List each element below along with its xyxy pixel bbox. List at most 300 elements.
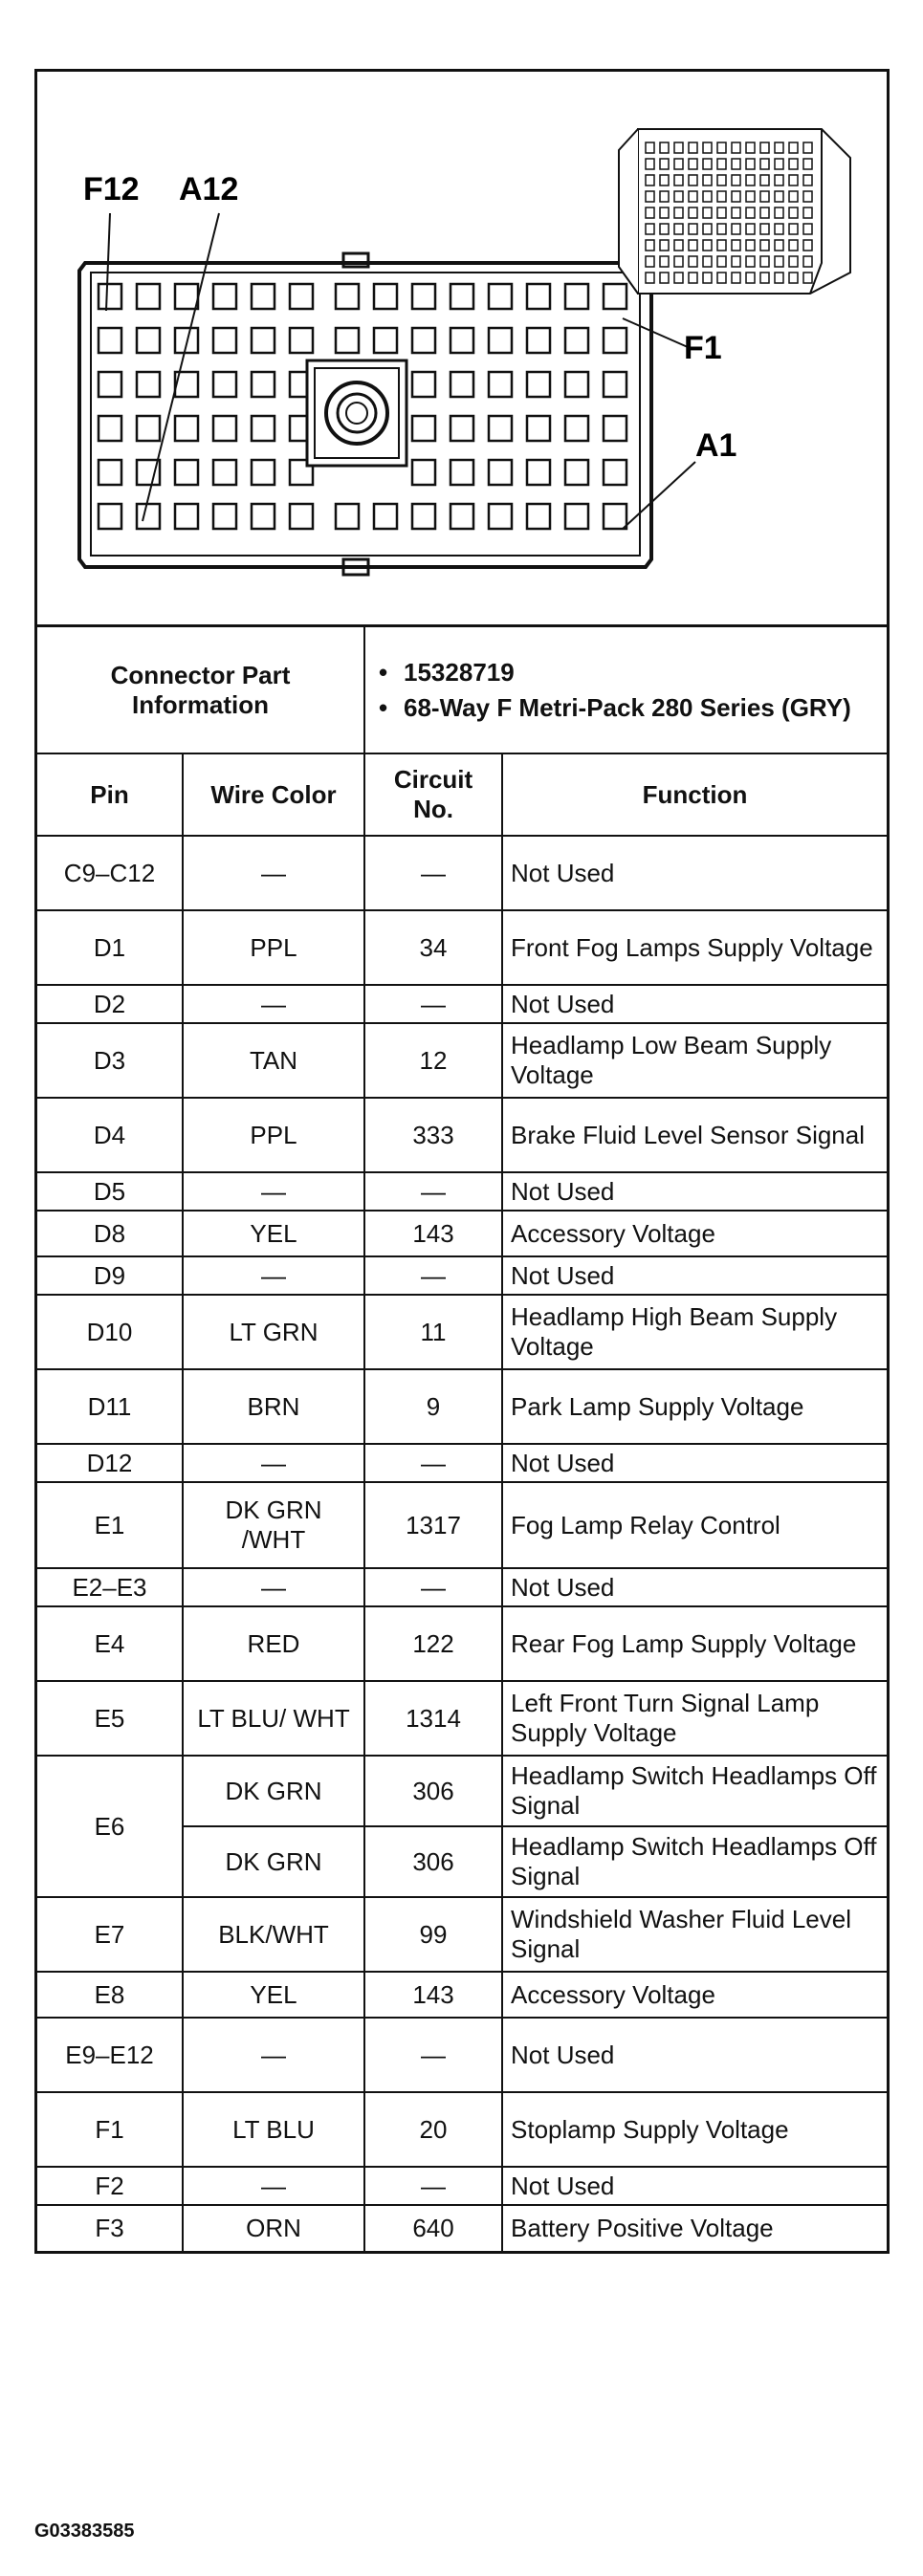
pin-cavity [565, 504, 588, 529]
function-cell: Rear Fog Lamp Supply Voltage [502, 1606, 887, 1681]
pin-cavity [412, 416, 435, 441]
pin-cavity-3d [789, 142, 798, 153]
pin-rows [37, 836, 887, 2251]
pin-cavity [412, 504, 435, 529]
table-row [37, 1023, 887, 1098]
pin-cell: E2–E3 [37, 1568, 183, 1606]
pin-cavity-3d [703, 273, 712, 283]
pin-cell: D1 [37, 910, 183, 985]
pin-cavity-3d [660, 191, 669, 202]
pin-cavity-3d [775, 159, 783, 169]
function-cell: Front Fog Lamps Supply Voltage [502, 910, 887, 985]
pin-cavity [175, 504, 198, 529]
circuit-cell: 143 [364, 1972, 502, 2018]
pin-cavity [336, 328, 359, 353]
pin-cavity [99, 416, 121, 441]
function-cell: Not Used [502, 1256, 887, 1295]
pin-cavity-3d [775, 207, 783, 218]
circuit-cell: 306 [364, 1826, 502, 1897]
pin-cavity [604, 328, 626, 353]
circuit-cell: — [364, 2018, 502, 2092]
circuit-cell: — [364, 1444, 502, 1482]
pin-cavity [137, 416, 160, 441]
circuit-cell: 34 [364, 910, 502, 985]
pin-cavity-3d [717, 273, 726, 283]
pin-cavity-3d [732, 159, 740, 169]
pin-cavity [336, 284, 359, 309]
table-row [37, 1256, 887, 1295]
pin-cavity-3d [775, 273, 783, 283]
pin-cavity-3d [660, 159, 669, 169]
wire-color-cell: — [183, 1568, 364, 1606]
function-cell: Windshield Washer Fluid Level Signal [502, 1897, 887, 1972]
function-cell: Headlamp Switch Headlamps Off Signal [502, 1756, 887, 1826]
pin-cavity [99, 372, 121, 397]
pin-cavity-3d [689, 175, 697, 186]
pin-cavity [565, 372, 588, 397]
table-row [37, 2205, 887, 2251]
pin-cavity [527, 284, 550, 309]
pin-cavity-3d [660, 224, 669, 234]
circuit-cell: — [364, 2167, 502, 2205]
pin-cavity-3d [789, 256, 798, 267]
function-cell: Not Used [502, 2018, 887, 2092]
circuit-cell: 20 [364, 2092, 502, 2167]
pin-cavity [137, 504, 160, 529]
pin-cavity [99, 328, 121, 353]
pin-cavity-3d [775, 175, 783, 186]
wire-color-cell: — [183, 1256, 364, 1295]
pin-cavity [565, 416, 588, 441]
wire-color-cell: YEL [183, 1211, 364, 1256]
function-cell: Accessory Voltage [502, 1211, 887, 1256]
wire-color-cell: TAN [183, 1023, 364, 1098]
pin-cell: E6 [37, 1756, 183, 1897]
pin-cavity-3d [746, 207, 755, 218]
pin-cavity-3d [660, 175, 669, 186]
function-cell: Not Used [502, 2167, 887, 2205]
function-cell: Not Used [502, 985, 887, 1023]
pin-cavity-3d [674, 224, 683, 234]
circuit-cell: — [364, 1568, 502, 1606]
pin-cell: D5 [37, 1172, 183, 1211]
pin-cavity-3d [689, 207, 697, 218]
pin-cavity [290, 284, 313, 309]
pin-cavity-3d [646, 207, 654, 218]
pin-cavity-3d [717, 159, 726, 169]
table-header-row [37, 753, 887, 836]
pin-cavity [451, 504, 473, 529]
pin-cavity-3d [732, 224, 740, 234]
pin-cavity-3d [760, 159, 769, 169]
pin-cavity [412, 372, 435, 397]
pin-cavity-3d [703, 159, 712, 169]
pin-cavity [565, 328, 588, 353]
label-a1: A1 [695, 427, 737, 464]
pin-cavity-3d [646, 142, 654, 153]
pin-cavity-3d [703, 175, 712, 186]
pin-cavity-3d [646, 159, 654, 169]
pin-cavity-3d [760, 191, 769, 202]
pin-cavity-3d [746, 191, 755, 202]
pin-cavity-3d [717, 191, 726, 202]
pin-cavity-3d [674, 256, 683, 267]
pin-cavity [252, 460, 275, 485]
pin-cavity-3d [674, 207, 683, 218]
table-row [37, 985, 887, 1023]
pin-cavity [527, 460, 550, 485]
connector-info-row [37, 627, 887, 753]
pin-cavity-3d [674, 273, 683, 283]
pin-cavity [412, 284, 435, 309]
table-row [37, 1972, 887, 2018]
pin-cavity [527, 504, 550, 529]
function-cell: Left Front Turn Signal Lamp Supply Voltage [502, 1681, 887, 1756]
wire-color-cell: — [183, 836, 364, 910]
connector-3d-icon [619, 129, 850, 294]
header-circuit: Circuit No. [364, 753, 502, 836]
pin-cavity-3d [703, 207, 712, 218]
wire-color-cell: BLK/WHT [183, 1897, 364, 1972]
circuit-cell: 333 [364, 1098, 502, 1172]
pin-cavity [489, 460, 512, 485]
pin-cell: D11 [37, 1369, 183, 1444]
pin-cavity-3d [803, 240, 812, 251]
table-row [37, 2167, 887, 2205]
pin-cavity [604, 460, 626, 485]
circuit-cell: 640 [364, 2205, 502, 2251]
pin-cell: D8 [37, 1211, 183, 1256]
table-row [37, 1482, 887, 1568]
pin-cavity [137, 284, 160, 309]
pin-cavity-3d [717, 240, 726, 251]
pin-cell: E1 [37, 1482, 183, 1568]
pin-cavity [213, 460, 236, 485]
table-row [37, 836, 887, 910]
wire-color-cell: — [183, 1172, 364, 1211]
table-row [37, 1098, 887, 1172]
pin-cavity-3d [789, 159, 798, 169]
pin-cavity [489, 416, 512, 441]
function-cell: Fog Lamp Relay Control [502, 1482, 887, 1568]
pin-cell: D4 [37, 1098, 183, 1172]
pin-cavity [489, 328, 512, 353]
wire-color-cell: PPL [183, 910, 364, 985]
pin-cavity-3d [646, 273, 654, 283]
pin-cavity-3d [789, 207, 798, 218]
pin-cell: D12 [37, 1444, 183, 1482]
pin-cavity-3d [660, 256, 669, 267]
pin-cavity-3d [646, 224, 654, 234]
pin-cavity-3d [746, 175, 755, 186]
header-function: Function [502, 753, 887, 836]
pin-cavity [213, 328, 236, 353]
table-row [37, 1606, 887, 1681]
pin-cavity-3d [789, 273, 798, 283]
pin-cell: E4 [37, 1606, 183, 1681]
pin-cavity-3d [703, 240, 712, 251]
table-row [37, 2018, 887, 2092]
figure-code: G03383585 [34, 2521, 135, 2542]
circuit-cell: 1314 [364, 1681, 502, 1756]
label-f12: F12 [83, 171, 140, 207]
pin-cavity [336, 504, 359, 529]
pin-cavity [213, 284, 236, 309]
wire-color-cell: DK GRN [183, 1826, 364, 1897]
pin-cavity-3d [717, 224, 726, 234]
table-row [37, 910, 887, 985]
pin-table [37, 627, 887, 2251]
wire-color-cell: LT GRN [183, 1295, 364, 1369]
pin-cavity-3d [732, 273, 740, 283]
pin-cavity-3d [789, 175, 798, 186]
pin-cavity-3d [775, 142, 783, 153]
pin-cavity-3d [746, 273, 755, 283]
table-row [37, 1444, 887, 1482]
pin-cavity-3d [803, 159, 812, 169]
pin-cavity [290, 328, 313, 353]
pin-cavity [252, 416, 275, 441]
pin-cavity [213, 372, 236, 397]
wire-color-cell: YEL [183, 1972, 364, 2018]
pin-cavity-3d [760, 224, 769, 234]
pin-cell: C9–C12 [37, 836, 183, 910]
pin-cavity [252, 328, 275, 353]
function-cell: Not Used [502, 1568, 887, 1606]
table-row [37, 2092, 887, 2167]
connector-face-drawing [37, 72, 887, 624]
pin-cavity [527, 328, 550, 353]
pin-cell: F2 [37, 2167, 183, 2205]
connector-info-item: • 15328719 [379, 657, 515, 687]
pin-cell: E8 [37, 1972, 183, 2018]
wire-color-cell: — [183, 2018, 364, 2092]
pin-cell: D9 [37, 1256, 183, 1295]
pin-cavity-3d [746, 224, 755, 234]
pin-cavity [374, 328, 397, 353]
circuit-cell: 11 [364, 1295, 502, 1369]
pin-cavity-3d [746, 240, 755, 251]
pin-cavity [604, 416, 626, 441]
pin-cavity-3d [689, 224, 697, 234]
header-wire-color: Wire Color [183, 753, 364, 836]
circuit-cell: 1317 [364, 1482, 502, 1568]
pin-cavity-3d [775, 240, 783, 251]
pin-cavity [213, 416, 236, 441]
circuit-cell: — [364, 985, 502, 1023]
pin-cavity-3d [760, 207, 769, 218]
wire-color-cell: DK GRN /WHT [183, 1482, 364, 1568]
pin-cavity-3d [660, 273, 669, 283]
wire-color-cell: — [183, 1444, 364, 1482]
pin-cavity [527, 416, 550, 441]
pin-cavity-3d [703, 224, 712, 234]
pin-cavity [137, 328, 160, 353]
circuit-cell: — [364, 1172, 502, 1211]
pin-cavity [175, 416, 198, 441]
circuit-cell: — [364, 836, 502, 910]
pin-cavity-3d [732, 256, 740, 267]
pin-cavity-3d [646, 256, 654, 267]
table-row [37, 1172, 887, 1211]
pin-cavity-3d [646, 175, 654, 186]
circuit-cell: 306 [364, 1756, 502, 1826]
pin-cavity-3d [689, 240, 697, 251]
pin-cavity-3d [689, 256, 697, 267]
circuit-cell: 143 [364, 1211, 502, 1256]
pin-cavity [451, 372, 473, 397]
pin-cavity-3d [689, 159, 697, 169]
table-row [37, 1681, 887, 1756]
wire-color-cell: RED [183, 1606, 364, 1681]
pin-cavity [451, 328, 473, 353]
pin-cavity-3d [803, 175, 812, 186]
pin-cavity-3d [760, 142, 769, 153]
function-cell: Brake Fluid Level Sensor Signal [502, 1098, 887, 1172]
connector-info-item: • 68-Way F Metri-Pack 280 Series (GRY) [379, 692, 851, 722]
pin-cavity [213, 504, 236, 529]
pin-cavity-3d [689, 273, 697, 283]
pin-cavity [565, 284, 588, 309]
wire-color-cell: LT BLU [183, 2092, 364, 2167]
pin-cavity-3d [689, 142, 697, 153]
pin-cavity [604, 372, 626, 397]
pin-cavity-3d [703, 142, 712, 153]
pin-cell: F1 [37, 2092, 183, 2167]
pin-cavity [175, 460, 198, 485]
pin-cavity-3d [803, 207, 812, 218]
pin-cavity-3d [732, 240, 740, 251]
table-row [37, 1295, 887, 1369]
function-cell: Headlamp Low Beam Supply Voltage [502, 1023, 887, 1098]
pin-cavity-3d [646, 240, 654, 251]
pin-cavity-3d [660, 207, 669, 218]
pin-cavity-3d [674, 191, 683, 202]
table-row [37, 1568, 887, 1606]
table-row [37, 1211, 887, 1256]
pin-cavity-3d [803, 256, 812, 267]
pin-cavity-3d [717, 175, 726, 186]
function-cell: Headlamp High Beam Supply Voltage [502, 1295, 887, 1369]
pin-cavity-3d [789, 240, 798, 251]
pin-cell: E5 [37, 1681, 183, 1756]
pin-cavity-3d [674, 240, 683, 251]
circuit-cell: 9 [364, 1369, 502, 1444]
function-cell: Park Lamp Supply Voltage [502, 1369, 887, 1444]
pin-cavity [451, 416, 473, 441]
pin-cavity [252, 284, 275, 309]
pin-cavity-3d [646, 191, 654, 202]
table-row [37, 1756, 887, 1826]
pin-cavity-3d [717, 256, 726, 267]
pin-cavity-3d [803, 224, 812, 234]
connector-diagram [37, 72, 887, 627]
pin-cavity [565, 460, 588, 485]
table-row [37, 1369, 887, 1444]
pin-cavity-3d [789, 224, 798, 234]
connector-sheet [34, 69, 890, 2254]
pin-cavity-3d [703, 256, 712, 267]
pin-cavity-3d [674, 175, 683, 186]
pin-cavity-3d [732, 207, 740, 218]
pin-cavity-3d [746, 159, 755, 169]
pin-cell: F3 [37, 2205, 183, 2251]
connector-info-label: Connector Part Information [37, 627, 364, 753]
pin-cell: E9–E12 [37, 2018, 183, 2092]
function-cell: Not Used [502, 836, 887, 910]
pin-cavity-3d [689, 191, 697, 202]
wire-color-cell: — [183, 2167, 364, 2205]
wire-color-cell: DK GRN [183, 1756, 364, 1826]
pin-cell: D10 [37, 1295, 183, 1369]
wire-color-cell: BRN [183, 1369, 364, 1444]
pin-cavity [604, 284, 626, 309]
circuit-cell: 12 [364, 1023, 502, 1098]
wire-color-cell: — [183, 985, 364, 1023]
pin-cavity [451, 284, 473, 309]
pin-cavity-3d [732, 175, 740, 186]
pin-cavity [99, 460, 121, 485]
pin-cavity-3d [760, 273, 769, 283]
connector-info-list [364, 627, 887, 753]
pin-cavity [290, 504, 313, 529]
pin-cavity [252, 372, 275, 397]
pin-cavity-3d [660, 240, 669, 251]
pin-cavity [412, 328, 435, 353]
table-row [37, 1897, 887, 1972]
pin-cavity [489, 372, 512, 397]
pin-cavity [604, 504, 626, 529]
pin-cavity-3d [717, 142, 726, 153]
header-pin: Pin [37, 753, 183, 836]
label-f1: F1 [684, 330, 722, 366]
pin-cavity-3d [760, 256, 769, 267]
label-a12: A12 [179, 171, 239, 207]
function-cell: Headlamp Switch Headlamps Off Signal [502, 1826, 887, 1897]
pin-cavity [451, 460, 473, 485]
pin-cavity-3d [789, 191, 798, 202]
function-cell: Not Used [502, 1444, 887, 1482]
pin-cavity [412, 460, 435, 485]
wire-color-cell: PPL [183, 1098, 364, 1172]
circuit-cell: — [364, 1256, 502, 1295]
pin-cavity-3d [746, 256, 755, 267]
pin-cavity-3d [660, 142, 669, 153]
pin-cell: E7 [37, 1897, 183, 1972]
pin-cavity-3d [803, 142, 812, 153]
circuit-cell: 99 [364, 1897, 502, 1972]
pin-cavity [99, 284, 121, 309]
pin-cavity-3d [803, 273, 812, 283]
function-cell: Accessory Voltage [502, 1972, 887, 2018]
pin-cavity [137, 372, 160, 397]
wire-color-cell: ORN [183, 2205, 364, 2251]
pin-cavity-3d [732, 191, 740, 202]
wire-color-cell: LT BLU/ WHT [183, 1681, 364, 1756]
pin-cavity [489, 504, 512, 529]
pin-cavity [99, 504, 121, 529]
pin-cavity-3d [746, 142, 755, 153]
pin-cavity [489, 284, 512, 309]
pin-cavity [374, 284, 397, 309]
pin-cavity-3d [775, 224, 783, 234]
pin-cavity [175, 284, 198, 309]
pin-cavity-3d [775, 191, 783, 202]
pin-cavity-3d [732, 142, 740, 153]
pin-cavity-3d [674, 159, 683, 169]
pin-cavity-3d [760, 240, 769, 251]
function-cell: Battery Positive Voltage [502, 2205, 887, 2251]
